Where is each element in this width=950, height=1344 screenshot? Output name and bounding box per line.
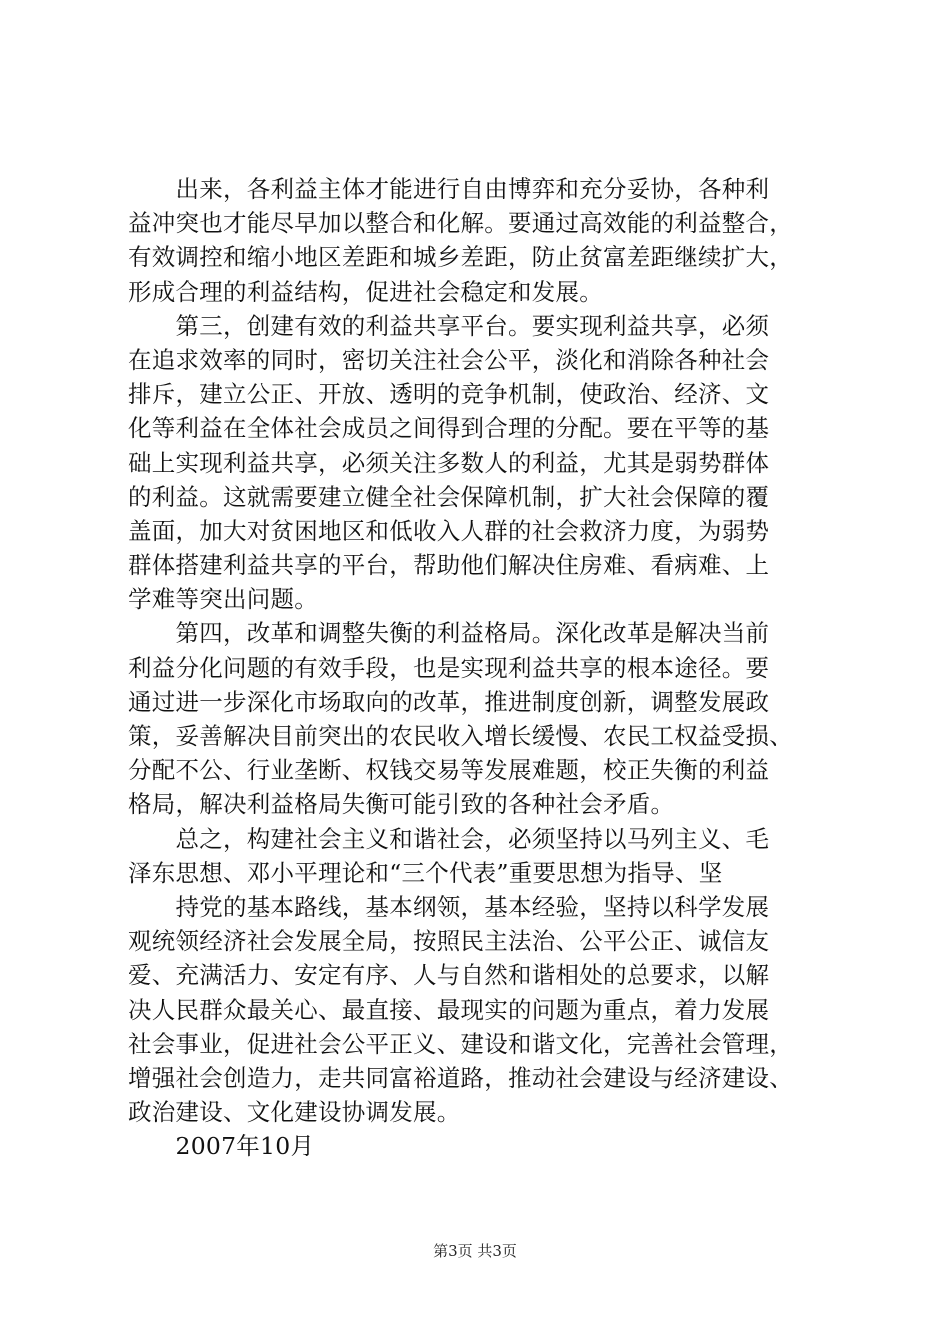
text-line: 形成合理的利益结构，促进社会稳定和发展。 <box>128 277 603 306</box>
text-line: 格局，解决利益格局失衡可能引致的各种社会矛盾。 <box>128 790 675 819</box>
text-line: 盖面，加大对贫困地区和低收入人群的社会救济力度，为弱势 <box>128 516 770 545</box>
document-body <box>128 172 840 1163</box>
text-line: 排斥，建立公正、开放、透明的竞争机制，使政治、经济、文 <box>128 380 770 409</box>
text-line: 有效调控和缩小地区差距和城乡差距，防止贫富差距继续扩大， <box>128 243 793 272</box>
page-footer: 第3页 共3页 <box>433 1242 517 1260</box>
text-line: 2007年10月 <box>128 1132 315 1161</box>
text-line: 持党的基本路线，基本纲领，基本经验，坚持以科学发展 <box>128 892 770 921</box>
text-line: 决人民群众最关心、最直接、最现实的问题为重点，着力发展 <box>128 995 770 1024</box>
text-line: 在追求效率的同时，密切关注社会公平，淡化和消除各种社会 <box>128 345 770 374</box>
text-line: 社会事业，促进社会公平正义、建设和谐文化，完善社会管理， <box>128 1029 793 1058</box>
text-line: 的利益。这就需要建立健全社会保障机制，扩大社会保障的覆 <box>128 482 770 511</box>
text-line: 分配不公、行业垄断、权钱交易等发展难题，校正失衡的利益 <box>128 756 770 785</box>
text-line: 爱、充满活力、安定有序、人与自然和谐相处的总要求，以解 <box>128 961 770 990</box>
text-line: 利益分化问题的有效手段，也是实现利益共享的根本途径。要 <box>128 653 770 682</box>
text-line: 观统领经济社会发展全局，按照民主法治、公平公正、诚信友 <box>128 927 770 956</box>
text-line: 增强社会创造力，走共同富裕道路，推动社会建设与经济建设、 <box>128 1063 793 1092</box>
text-line: 化等利益在全体社会成员之间得到合理的分配。要在平等的基 <box>128 414 770 443</box>
text-line: 础上实现利益共享，必须关注多数人的利益，尤其是弱势群体 <box>128 448 770 477</box>
text-line: 第四，改革和调整失衡的利益格局。深化改革是解决当前 <box>128 619 770 648</box>
text-line: 学难等突出问题。 <box>128 585 318 614</box>
text-line: 益冲突也才能尽早加以整合和化解。要通过高效能的利益整合， <box>128 209 793 238</box>
text-line: 策，妥善解决目前突出的农民收入增长缓慢、农民工权益受损、 <box>128 722 793 750</box>
text-line: 第三，创建有效的利益共享平台。要实现利益共享，必须 <box>128 311 770 340</box>
text-line: 出来，各利益主体才能进行自由博弈和充分妥协，各种利 <box>128 175 770 203</box>
text-line: 泽东思想、邓小平理论和“三个代表”重要思想为指导、坚 <box>128 858 723 887</box>
text-line: 政治建设、文化建设协调发展。 <box>128 1098 461 1127</box>
text-line: 总之，构建社会主义和谐社会，必须坚持以马列主义、毛 <box>128 824 770 853</box>
text-line: 群体搭建利益共享的平台，帮助他们解决住房难、看病难、上 <box>128 551 770 580</box>
text-line: 通过进一步深化市场取向的改革，推进制度创新，调整发展政 <box>128 687 770 716</box>
